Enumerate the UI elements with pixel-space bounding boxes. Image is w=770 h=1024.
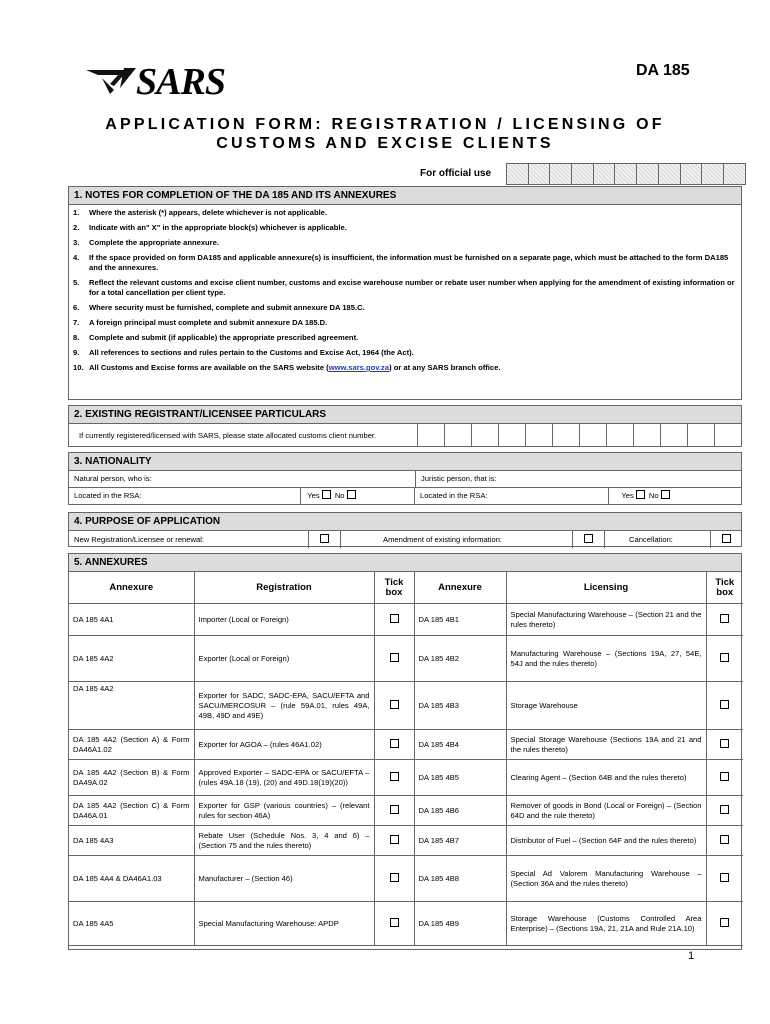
note-item	[73, 278, 735, 298]
col-registration-header: Registration	[194, 572, 374, 604]
col-licensing-header: Licensing	[506, 572, 706, 604]
note-text: Where the asterisk (*) appears, delete whichever is not applicable.	[89, 208, 328, 217]
note-text-part: ) or at any SARS branch office.	[389, 363, 501, 372]
registration-checkbox[interactable]	[390, 918, 399, 927]
licensing-checkbox[interactable]	[720, 614, 729, 623]
natural-located-label: Located in the RSA:	[69, 488, 301, 504]
note-item	[73, 253, 735, 273]
form-code: DA 185	[636, 62, 690, 79]
licensing-desc: Manufacturing Warehouse – (Sections 19A, 27, 54E, 54J and the rules thereto)	[506, 636, 706, 682]
registration-desc: Manufacturer – (Section 46)	[194, 856, 374, 902]
licensing-code: DA 185 4B6	[414, 796, 506, 826]
notes-heading: 1. NOTES FOR COMPLETION OF THE DA 185 AND ITS ANNEXURES	[69, 187, 741, 205]
person-type-row	[69, 471, 741, 488]
note-text: Reflect the relevant customs and excise client number, customs and excise warehouse number or rebate user number when applying for the amendment of existing information or for a total cancellation per client type.	[89, 278, 735, 297]
nationality-heading: 3. NATIONALITY	[69, 453, 741, 471]
natural-no-checkbox[interactable]	[347, 490, 356, 499]
annexure-code: DA 185 4A2 (Section B) & Form DA49A.02	[69, 760, 194, 796]
note-item	[73, 318, 735, 328]
note-item	[73, 363, 735, 373]
registration-checkbox[interactable]	[390, 614, 399, 623]
registration-checkbox[interactable]	[390, 700, 399, 709]
note-text: Indicate with an" X" in the appropriate block(s) whichever is applicable.	[89, 223, 347, 232]
licensing-checkbox[interactable]	[720, 805, 729, 814]
note-text	[89, 363, 500, 373]
col-tick-header: Tick box	[374, 572, 414, 604]
official-use-cell	[702, 163, 724, 185]
client-number-digit-input[interactable]	[660, 424, 687, 446]
licensing-code: DA 185 4B7	[414, 826, 506, 856]
client-number-digit-input[interactable]	[633, 424, 660, 446]
registration-desc: Exporter for AGOA – (rules 46A1.02)	[194, 730, 374, 760]
licensing-code: DA 185 4B1	[414, 604, 506, 636]
purpose-row	[69, 531, 741, 548]
licensing-desc: Special Ad Valorem Manufacturing Warehouse – (Section 36A and the rules thereto)	[506, 856, 706, 902]
client-number-prompt: If currently registered/licensed with SARS, please state allocated customs client number.	[79, 431, 377, 440]
annexure-code: DA 185 4A2 (Section C) & Form DA46A.01	[69, 796, 194, 826]
registration-desc: Exporter for GSP (various countries) – (relevant rules for section 46A)	[194, 796, 374, 826]
registration-tick-cell	[374, 604, 414, 636]
natural-yes-checkbox[interactable]	[322, 490, 331, 499]
cancellation-checkbox[interactable]	[722, 534, 731, 543]
cancellation-label: Cancellation:	[605, 531, 711, 548]
registration-desc: Approved Exporter – SADC-EPA or SACU/EFTA – (rules 49A.18 (19), (20) and 49D.18(19)(20))	[194, 760, 374, 796]
official-use-block	[420, 163, 746, 185]
form-title-line2: CUSTOMS AND EXCISE CLIENTS	[216, 135, 554, 152]
juristic-person-label: Juristic person, that is:	[421, 474, 497, 483]
official-use-cell	[529, 163, 551, 185]
note-text: All references to sections and rules pertain to the Customs and Excise Act, 1964 (the Act).	[89, 348, 414, 357]
licensing-desc: Remover of goods in Bond (Local or Foreign) – (Section 64D and the rule thereto)	[506, 796, 706, 826]
note-text: Where security must be furnished, complete and submit annexure DA 185.C.	[89, 303, 365, 312]
annexure-row	[69, 796, 743, 826]
registration-checkbox[interactable]	[390, 835, 399, 844]
natural-person-label: Natural person, who is:	[69, 471, 416, 487]
registration-tick-cell	[374, 902, 414, 946]
licensing-desc: Special Manufacturing Warehouse – (Section 21 and the rules thereto)	[506, 604, 706, 636]
note-item	[73, 223, 735, 233]
note-item	[73, 333, 735, 343]
licensing-tick-cell	[706, 636, 743, 682]
amendment-label: Amendment of existing information:	[341, 531, 573, 548]
sars-website-link[interactable]: www.sars.gov.za	[328, 363, 390, 372]
registration-tick-cell	[374, 636, 414, 682]
registration-tick-cell	[374, 796, 414, 826]
notes-list	[69, 205, 741, 373]
annexure-row	[69, 826, 743, 856]
licensing-checkbox[interactable]	[720, 772, 729, 781]
licensing-tick-cell	[706, 796, 743, 826]
note-number: 5.	[73, 278, 80, 287]
registration-checkbox[interactable]	[390, 739, 399, 748]
licensing-code: DA 185 4B4	[414, 730, 506, 760]
notes-section	[68, 186, 742, 400]
annexures-header-row	[69, 572, 743, 604]
note-number: 4.	[73, 253, 80, 262]
registration-tick-cell	[374, 760, 414, 796]
licensing-checkbox[interactable]	[720, 873, 729, 882]
client-number-digit-input[interactable]	[417, 424, 444, 446]
licensing-tick-cell	[706, 730, 743, 760]
licensing-desc: Storage Warehouse (Customs Controlled Area Enterprise) – (Sections 19A, 21, 21A and Rule 21A.10)	[506, 902, 706, 946]
official-use-label: For official use	[420, 168, 492, 179]
client-number-boxes	[417, 424, 741, 447]
note-number: 7.	[73, 318, 80, 327]
licensing-checkbox[interactable]	[720, 918, 729, 927]
official-use-cell	[506, 163, 529, 185]
note-item	[73, 238, 735, 248]
annexure-code: DA 185 4A1	[69, 604, 194, 636]
registration-checkbox[interactable]	[390, 772, 399, 781]
licensing-desc: Storage Warehouse	[506, 682, 706, 730]
official-use-cell	[724, 163, 746, 185]
juristic-located-label: Located in the RSA:	[415, 488, 609, 504]
official-use-cell	[594, 163, 616, 185]
existing-registrant-section	[68, 405, 742, 447]
licensing-code: DA 185 4B3	[414, 682, 506, 730]
official-use-cell	[615, 163, 637, 185]
col-annexure2-header: Annexure	[414, 572, 506, 604]
registration-tick-cell	[374, 730, 414, 760]
natural-yes-label: Yes	[307, 491, 320, 500]
cancellation-cell	[711, 531, 741, 548]
official-use-cell	[637, 163, 659, 185]
note-number: 10.	[73, 363, 84, 372]
amendment-checkbox[interactable]	[584, 534, 593, 543]
form-title-line1: APPLICATION FORM: REGISTRATION / LICENSING OF	[105, 116, 665, 133]
client-number-row	[69, 424, 741, 447]
annexure-row	[69, 682, 743, 730]
licensing-code: DA 185 4B9	[414, 902, 506, 946]
licensing-desc: Distributor of Fuel – (Section 64F and the rules thereto)	[506, 826, 706, 856]
licensing-tick-cell	[706, 902, 743, 946]
registration-checkbox[interactable]	[390, 805, 399, 814]
new-registration-cell	[309, 531, 341, 548]
note-item	[73, 208, 735, 218]
note-number: 9.	[73, 348, 80, 357]
annexure-code: DA 185 4A2 (Section A) & Form DA46A1.02	[69, 730, 194, 760]
located-rsa-row	[69, 488, 741, 504]
licensing-desc: Clearing Agent – (Section 64B and the rules thereto)	[506, 760, 706, 796]
client-number-digit-input[interactable]	[714, 424, 741, 446]
annexure-row	[69, 604, 743, 636]
licensing-checkbox[interactable]	[720, 739, 729, 748]
official-use-cell	[550, 163, 572, 185]
licensing-checkbox[interactable]	[720, 700, 729, 709]
page-number: 1	[688, 950, 695, 962]
registration-desc: Special Manufacturing Warehouse: APDP	[194, 902, 374, 946]
official-use-cell	[572, 163, 594, 185]
sars-logo-text: SARS	[136, 61, 225, 103]
annexure-row	[69, 902, 743, 946]
official-use-cells	[506, 163, 746, 185]
col-tick2-header: Tick box	[706, 572, 743, 604]
annexure-row	[69, 856, 743, 902]
registration-checkbox[interactable]	[390, 873, 399, 882]
annexures-section	[68, 553, 742, 950]
client-number-digit-input[interactable]	[606, 424, 633, 446]
note-number: 6.	[73, 303, 80, 312]
licensing-code: DA 185 4B5	[414, 760, 506, 796]
client-number-digit-input[interactable]	[579, 424, 606, 446]
registration-desc: Exporter for SADC, SADC-EPA, SACU/EFTA and SACU/MERCOSUR – (rule 59A.01, rules 49A, 49B, 49D and 49E)	[194, 682, 374, 730]
note-number: 3.	[73, 238, 80, 247]
licensing-desc: Special Storage Warehouse (Sections 19A and 21 and the rules thereto)	[506, 730, 706, 760]
licensing-tick-cell	[706, 826, 743, 856]
juristic-no-label: No	[648, 491, 659, 500]
client-number-digit-input[interactable]	[552, 424, 579, 446]
note-text: Complete the appropriate annexure.	[89, 238, 219, 247]
client-number-digit-input[interactable]	[471, 424, 498, 446]
registration-tick-cell	[374, 682, 414, 730]
licensing-tick-cell	[706, 856, 743, 902]
licensing-checkbox[interactable]	[720, 653, 729, 662]
juristic-no-checkbox[interactable]	[661, 490, 670, 499]
annexure-code: DA 185 4A5	[69, 902, 194, 946]
annexure-code: DA 185 4A3	[69, 826, 194, 856]
purpose-heading: 4. PURPOSE OF APPLICATION	[69, 513, 741, 531]
registration-desc: Importer (Local or Foreign)	[194, 604, 374, 636]
existing-heading: 2. EXISTING REGISTRANT/LICENSEE PARTICULARS	[69, 406, 741, 424]
annexure-row	[69, 730, 743, 760]
registration-tick-cell	[374, 826, 414, 856]
note-number: 8.	[73, 333, 80, 342]
licensing-tick-cell	[706, 682, 743, 730]
annexures-table	[69, 572, 743, 946]
new-registration-checkbox[interactable]	[320, 534, 329, 543]
annexure-code: DA 185 4A2	[69, 636, 194, 682]
client-number-digit-input[interactable]	[444, 424, 471, 446]
client-number-digit-input[interactable]	[687, 424, 714, 446]
licensing-tick-cell	[706, 604, 743, 636]
nationality-section	[68, 452, 742, 505]
note-text-part: All Customs and Excise forms are available on the SARS website (	[89, 363, 329, 372]
natural-yes-no	[301, 488, 415, 504]
client-number-digit-input[interactable]	[525, 424, 552, 446]
annexure-code: DA 185 4A2	[69, 682, 194, 730]
annexure-code: DA 185 4A4 & DA46A1.03	[69, 856, 194, 902]
col-annexure-header: Annexure	[69, 572, 194, 604]
annexure-row	[69, 760, 743, 796]
licensing-code: DA 185 4B8	[414, 856, 506, 902]
juristic-yes-no	[609, 488, 741, 504]
sars-logo	[84, 61, 254, 104]
note-item	[73, 348, 735, 358]
registration-tick-cell	[374, 856, 414, 902]
registration-checkbox[interactable]	[390, 653, 399, 662]
registration-desc: Exporter (Local or Foreign)	[194, 636, 374, 682]
note-text: If the space provided on form DA185 and applicable annexure(s) is insufficient, the information must be furnished on a separate page, which must be attached to the form DA185 and the annexures.	[89, 253, 729, 272]
official-use-cell	[659, 163, 681, 185]
licensing-tick-cell	[706, 760, 743, 796]
licensing-code: DA 185 4B2	[414, 636, 506, 682]
licensing-checkbox[interactable]	[720, 835, 729, 844]
registration-desc: Rebate User (Schedule Nos. 3, 4 and 6) – (Section 75 and the rules thereto)	[194, 826, 374, 856]
client-number-digit-input[interactable]	[498, 424, 525, 446]
purpose-section	[68, 512, 742, 547]
annexure-row	[69, 636, 743, 682]
note-text: Complete and submit (if applicable) the appropriate prescribed agreement.	[89, 333, 359, 342]
new-registration-label: New Registration/Licensee or renewal:	[69, 531, 309, 548]
note-number: 2.	[73, 223, 80, 232]
official-use-cell	[681, 163, 703, 185]
note-number: 1.	[73, 208, 80, 217]
juristic-yes-label: Yes	[621, 491, 634, 500]
note-item	[73, 303, 735, 313]
annexures-heading: 5. ANNEXURES	[69, 554, 741, 572]
amendment-cell	[573, 531, 605, 548]
note-text: A foreign principal must complete and submit annexure DA 185.D.	[89, 318, 328, 327]
juristic-yes-checkbox[interactable]	[636, 490, 645, 499]
natural-no-label: No	[334, 491, 345, 500]
